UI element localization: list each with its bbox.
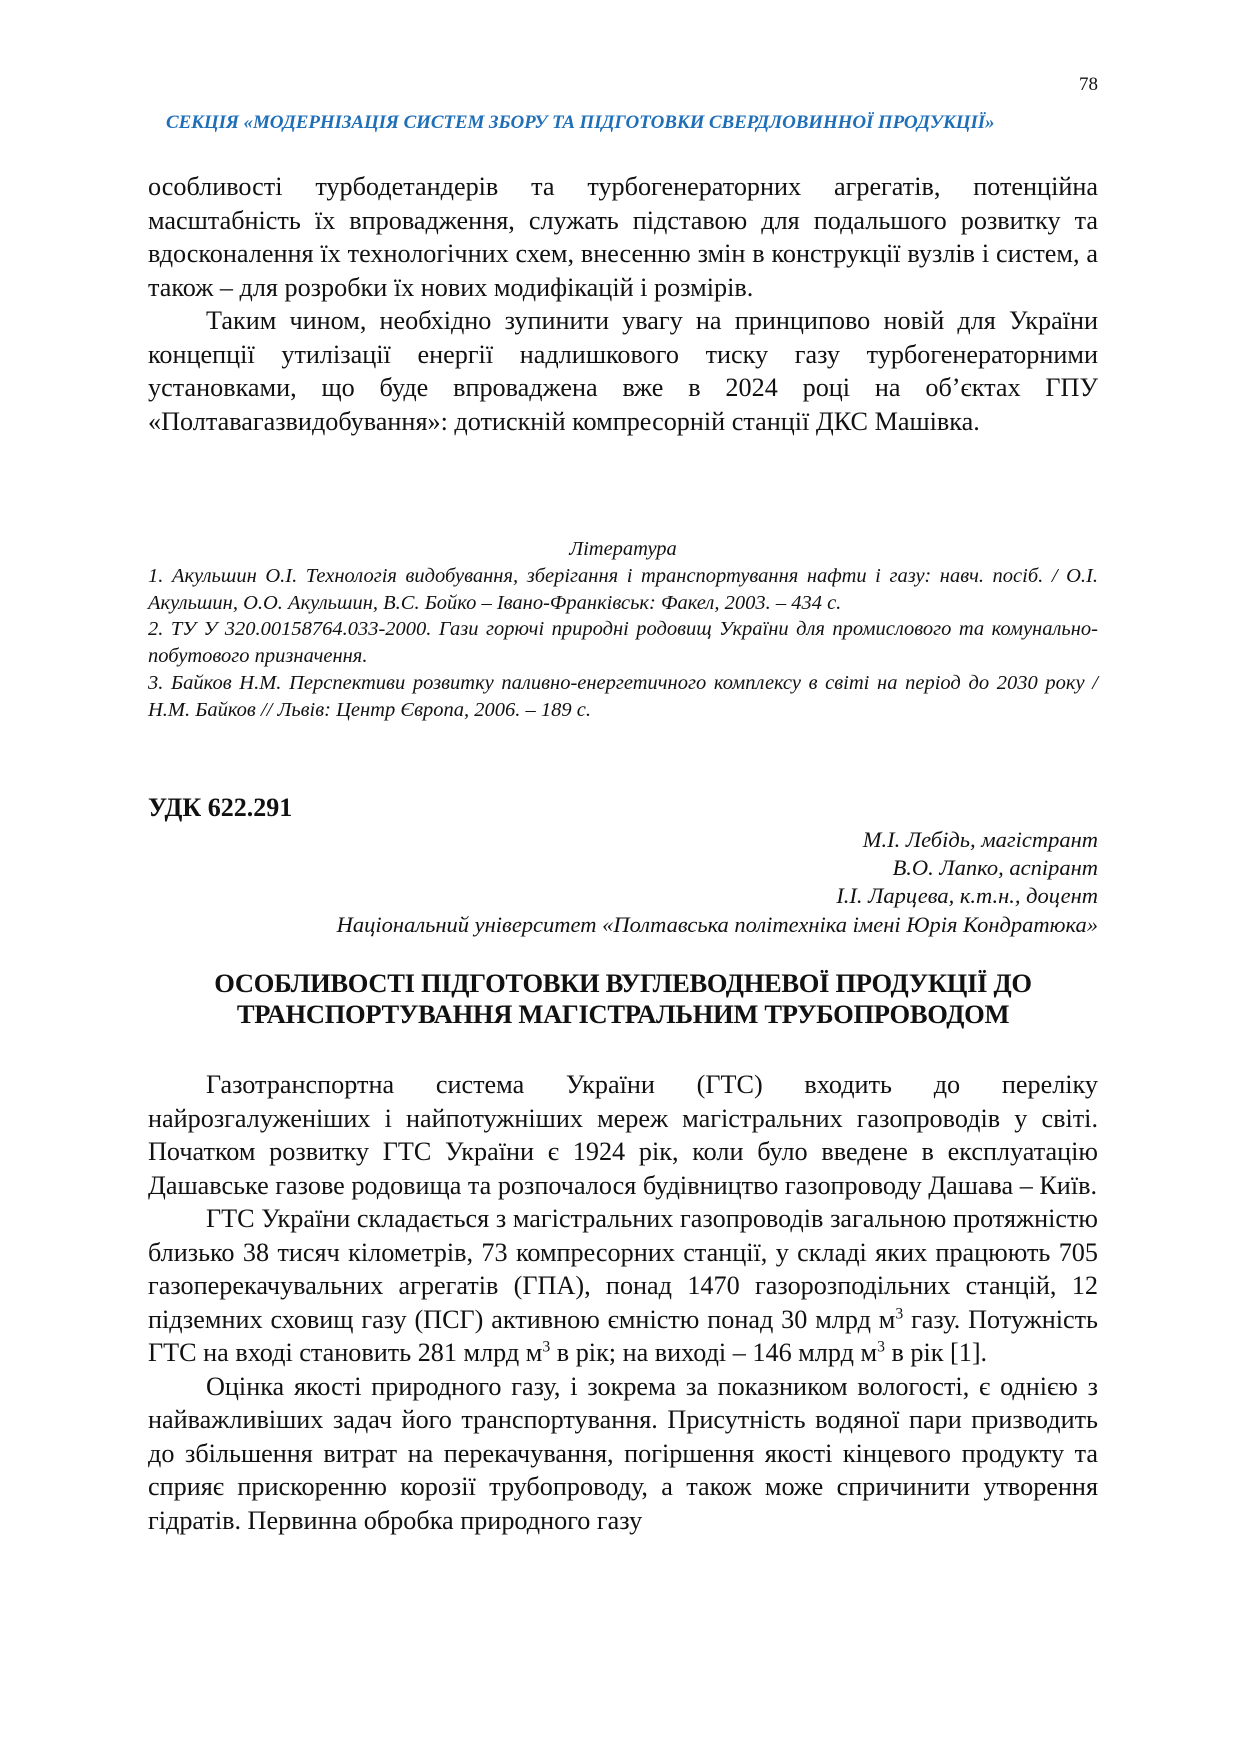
text-run: в рік [1]. <box>884 1338 988 1367</box>
text-run: в рік; на виході – 146 млрд м <box>550 1338 878 1367</box>
authors-block <box>148 826 1098 939</box>
article-title-line: ОСОБЛИВОСТІ ПІДГОТОВКИ ВУГЛЕВОДНЕВОЇ ПРОДУКЦІЇ ДО <box>214 968 1032 998</box>
author: М.І. Лебідь, магістрант <box>862 827 1098 852</box>
superscript: 3 <box>877 1338 885 1356</box>
udk-code: УДК 622.291 <box>148 793 293 822</box>
article-body <box>148 1068 1098 1537</box>
page-number: 78 <box>1079 74 1098 95</box>
author: В.О. Лапко, аспірант <box>892 855 1098 881</box>
text-run: ГТС України складається з магістральних газопроводів загальною протяжністю близько 38 тисяч кілометрів, 73 компресорних станції, у складі яких працюють 705 газоперекачувальних агрегатів (ГПА), понад 1470 газорозподільних станцій, 12 підземних сховищ газу (ПСГ) активною ємністю понад 30 млрд м <box>148 1204 1098 1334</box>
references-section <box>148 536 1098 724</box>
body-paragraph: Газотранспортна система України (ГТС) входить до переліку найрозгалуженіших і найпотужніших мереж магістральних газопроводів у світі. Початком розвитку ГТС України є 1924 рік, коли було введене в експлуатацію Дашавське газове родовища та розпочалося будівництво газопроводу Дашава – Київ. <box>148 1070 1098 1200</box>
references-title: Література <box>569 538 677 560</box>
body-paragraph: Оцінка якості природного газу, і зокрема за показником вологості, є однією з найважливіших задач його транспортування. Присутність водяної пари призводить до збільшення витрат на перекачування, погіршення якості кінцевого продукту та сприяє прискоренню корозії трубопроводу, а також може спричинити утворення гідратів. Первинна обробка природного газу <box>148 1371 1098 1535</box>
reference-item: 2. ТУ У 320.00158764.033-2000. Гази горючі природні родовищ України для промислового та комунально-побутового призначення. <box>148 618 1098 668</box>
reference-item: 3. Байков Н.М. Перспективи розвитку паливно-енергетичного комплексу в світі на період до 2030 року / Н.М. Байков // Львів: Центр Європа, 2006. – 189 с. <box>148 671 1098 721</box>
article-title-line: ТРАНСПОРТУВАННЯ МАГІСТРАЛЬНИМ ТРУБОПРОВОДОМ <box>236 998 1010 1029</box>
author: І.І. Ларцева, к.т.н., доцент <box>836 883 1098 909</box>
reference-item: 1. Акульшин О.І. Технологія видобування, зберігання і транспортування нафти і газу: навч. посіб. / О.І. Акульшин, О.О. Акульшин, В.С. Бойко – Івано-Франківськ: Факел, 2003. – 434 с. <box>148 564 1098 614</box>
section-header: СЕКЦІЯ «МОДЕРНІЗАЦІЯ СИСТЕМ ЗБОРУ ТА ПІДГОТОВКИ СВЕРДЛОВИННОЇ ПРОДУКЦІЇ» <box>166 112 995 133</box>
article-title <box>148 968 1098 1029</box>
superscript: 3 <box>895 1304 904 1322</box>
affiliation: Національний університет «Полтавська політехніка імені Юрія Кондратюка» <box>336 911 1098 937</box>
text-run: газу. Потужність ГТС на вході становить 281 млрд м <box>148 1304 1099 1367</box>
previous-article-conclusion <box>148 170 1098 438</box>
superscript: 3 <box>542 1338 551 1356</box>
body-paragraph: Таким чином, необхідно зупинити увагу на принципово новій для України концепції утилізації енергії надлишкового тиску газу турбогенераторними установками, що буде впроваджена вже в 2024 році на об’єктах ГПУ «Полтавагазвидобування»: дотискній компресорній станції ДКС Машівка. <box>148 306 1098 436</box>
body-paragraph: особливості турбодетандерів та турбогенераторних агрегатів, потенційна масштабність їх впровадження, служать підставою для подальшого розвитку та вдосконалення їх технологічних схем, внесенню змін в конструкції вузлів і систем, а також – для розробки їх нових модифікацій і розмірів. <box>148 172 1098 302</box>
body-paragraph <box>148 1202 1098 1370</box>
